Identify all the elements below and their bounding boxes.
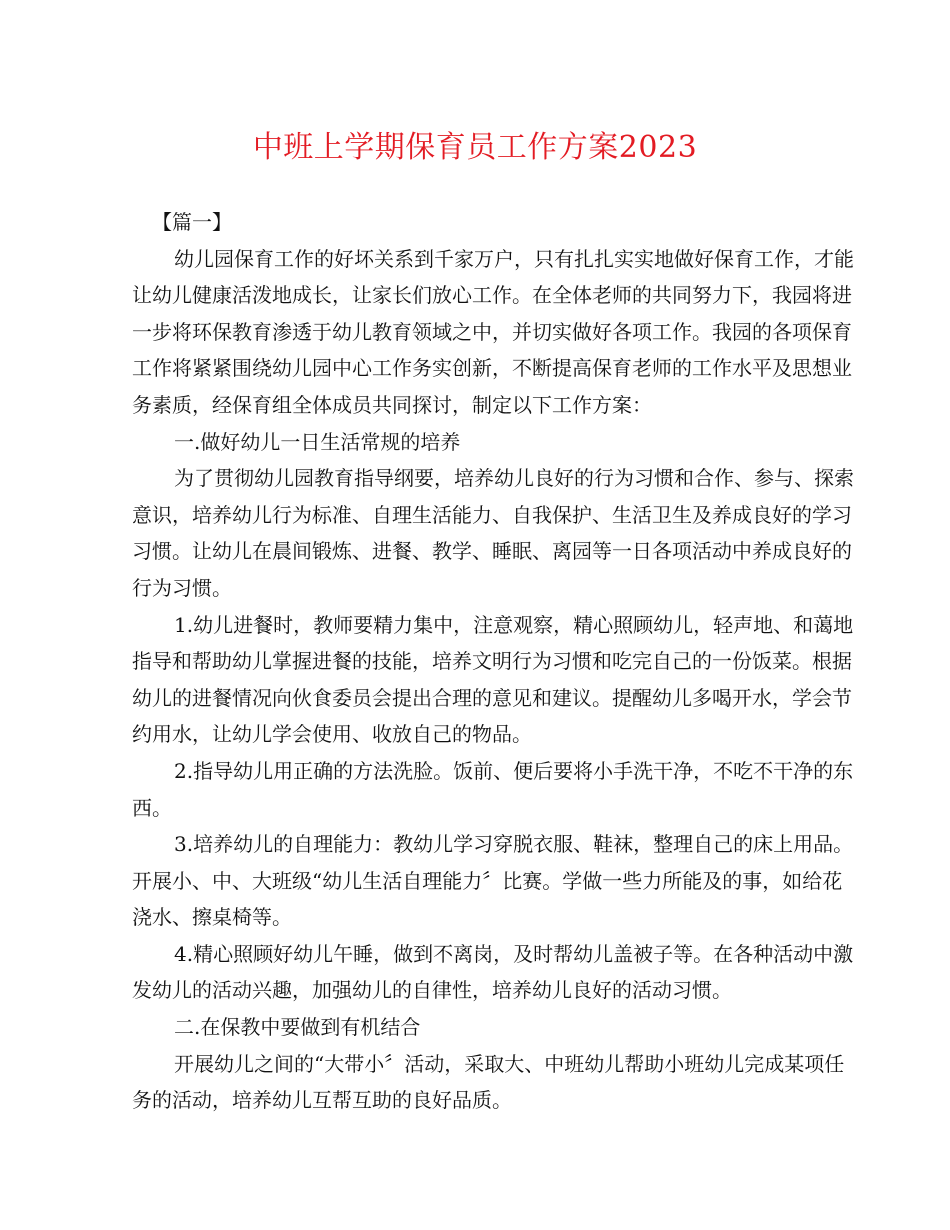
text-line: 幼儿的进餐情况向伙食委员会提出合理的意见和建议。提醒幼儿多喝开水，学会节 — [132, 685, 852, 710]
paragraph — [132, 424, 812, 461]
paragraph — [132, 241, 854, 424]
text-line: 3.培养幼儿的自理能力：教幼儿学习穿脱衣服、鞋袜，整理自己的床上用品。 — [174, 832, 854, 857]
text-line: 二.在保教中要做到有机结合 — [174, 1015, 421, 1040]
document-body — [132, 204, 854, 1119]
text-line: 意识，培养幼儿行为标准、自理生活能力、自我保护、生活卫生及养成良好的学习 — [132, 502, 852, 527]
text-line: 【篇一】 — [152, 210, 232, 234]
paragraph — [132, 1009, 812, 1046]
text-line: 开展小、中、大班级“幼儿生活自理能力〞比赛。学做一些力所能及的事，如给花 — [132, 868, 843, 893]
text-line: 西。 — [132, 795, 172, 820]
text-line: 4.精心照顾好幼儿午睡，做到不离岗，及时帮幼儿盖被子等。在各种活动中激 — [174, 941, 854, 966]
text-line: 习惯。让幼儿在晨间锻炼、进餐、教学、睡眠、离园等一日各项活动中养成良好的 — [132, 539, 852, 564]
text-line: 为了贯彻幼儿园教育指导纲要，培养幼儿良好的行为习惯和合作、参与、探索 — [174, 466, 854, 491]
paragraph — [132, 460, 854, 606]
text-line: 一步将环保教育渗透于幼儿教育领域之中，并切实做好各项工作。我园的各项保育 — [132, 319, 852, 344]
text-line: 发幼儿的活动兴趣，加强幼儿的自律性，培养幼儿良好的活动习惯。 — [132, 978, 732, 1003]
text-line: 工作将紧紧围绕幼儿园中心工作务实创新，不断提高保育老师的工作水平及思想业 — [132, 356, 852, 381]
text-line: 一.做好幼儿一日生活常规的培养 — [174, 429, 461, 454]
paragraph — [132, 753, 854, 826]
text-line: 开展幼儿之间的“大带小〞活动，采取大、中班幼儿帮助小班幼儿完成某项任 — [174, 1051, 845, 1076]
text-line: 幼儿园保育工作的好坏关系到千家万户，只有扎扎实实地做好保育工作，才能 — [174, 246, 854, 271]
paragraph — [132, 936, 854, 1009]
text-line: 务的活动，培养幼儿互帮互助的良好品质。 — [132, 1088, 512, 1113]
paragraph — [132, 1046, 845, 1119]
text-line: 指导和帮助幼儿掌握进餐的技能，培养文明行为习惯和吃完自己的一份饭菜。根据 — [132, 649, 852, 674]
document-title: 中班上学期保育员工作方案2023 — [252, 130, 698, 165]
text-line: 务素质，经保育组全体成员共同探讨，制定以下工作方案： — [132, 392, 652, 417]
paragraph — [132, 826, 854, 936]
text-line: 约用水，让幼儿学会使用、收放自己的物品。 — [132, 722, 532, 747]
text-line: 浇水、擦桌椅等。 — [132, 905, 292, 930]
text-line: 1.幼儿进餐时，教师要精力集中，注意观察，精心照顾幼儿，轻声地、和蔼地 — [174, 612, 854, 637]
paragraph — [132, 607, 854, 753]
text-line: 行为习惯。 — [132, 575, 232, 600]
text-line: 2.指导幼儿用正确的方法洗脸。饭前、便后要将小手洗干净，不吃不干净的东 — [174, 758, 854, 783]
text-line: 让幼儿健康活泼地成长，让家长们放心工作。在全体老师的共同努力下，我园将进 — [132, 283, 852, 308]
section-heading — [132, 204, 812, 241]
